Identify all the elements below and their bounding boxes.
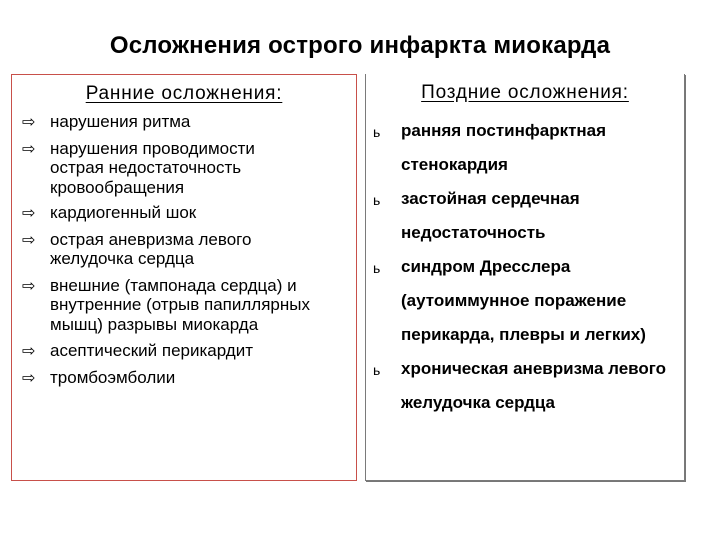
list-item: ⇨ тромбоэмболии xyxy=(22,367,176,387)
page-title: Осложнения острого инфаркта миокарда xyxy=(109,32,611,59)
right-arrow-outline-icon: ⇨ xyxy=(22,112,36,131)
list-item: ⇨ кардиогенный шок xyxy=(22,203,197,222)
bullet-mark: ь xyxy=(373,192,381,208)
bullet-mark: ь xyxy=(373,124,381,140)
list-item: ⇨ нарушения ритма xyxy=(22,112,191,131)
list-item: ь синдром Дресслера (аутоиммунное поражение перикарда, плевры и легких) xyxy=(373,250,683,352)
list-item: ⇨ нарушения проводимости острая недостаточность кровообращения xyxy=(22,138,255,197)
early-complications-heading: Ранние осложнения: xyxy=(85,83,283,104)
right-arrow-outline-icon: ⇨ xyxy=(22,341,36,360)
list-item: ь застойная сердечная недостаточность xyxy=(373,182,683,250)
list-item: ь ранняя постинфарктная стенокардия xyxy=(373,114,683,182)
list-item: ⇨ внешние (тампонада сердца) и внутренние (отрыв папиллярных мышц) разрывы миокарда xyxy=(22,275,310,334)
early-complications-panel xyxy=(11,74,357,481)
bullet-mark: ь xyxy=(373,362,381,378)
late-complications-panel xyxy=(365,74,685,481)
right-arrow-outline-icon: ⇨ xyxy=(22,367,36,387)
right-arrow-outline-icon: ⇨ xyxy=(22,138,36,158)
early-complications-list xyxy=(20,112,350,394)
right-arrow-outline-icon: ⇨ xyxy=(22,275,36,295)
right-arrow-outline-icon: ⇨ xyxy=(22,203,36,222)
late-complications-heading: Поздние осложнения: xyxy=(421,82,629,103)
list-item: ь хроническая аневризма левого желудочка сердца xyxy=(373,352,683,420)
right-arrow-outline-icon: ⇨ xyxy=(22,229,36,249)
list-item: ⇨ асептический перикардит xyxy=(22,341,254,360)
list-item: ⇨ острая аневризма левого желудочка сердца xyxy=(22,229,252,268)
late-complications-list xyxy=(373,114,683,420)
bullet-mark: ь xyxy=(373,260,381,276)
